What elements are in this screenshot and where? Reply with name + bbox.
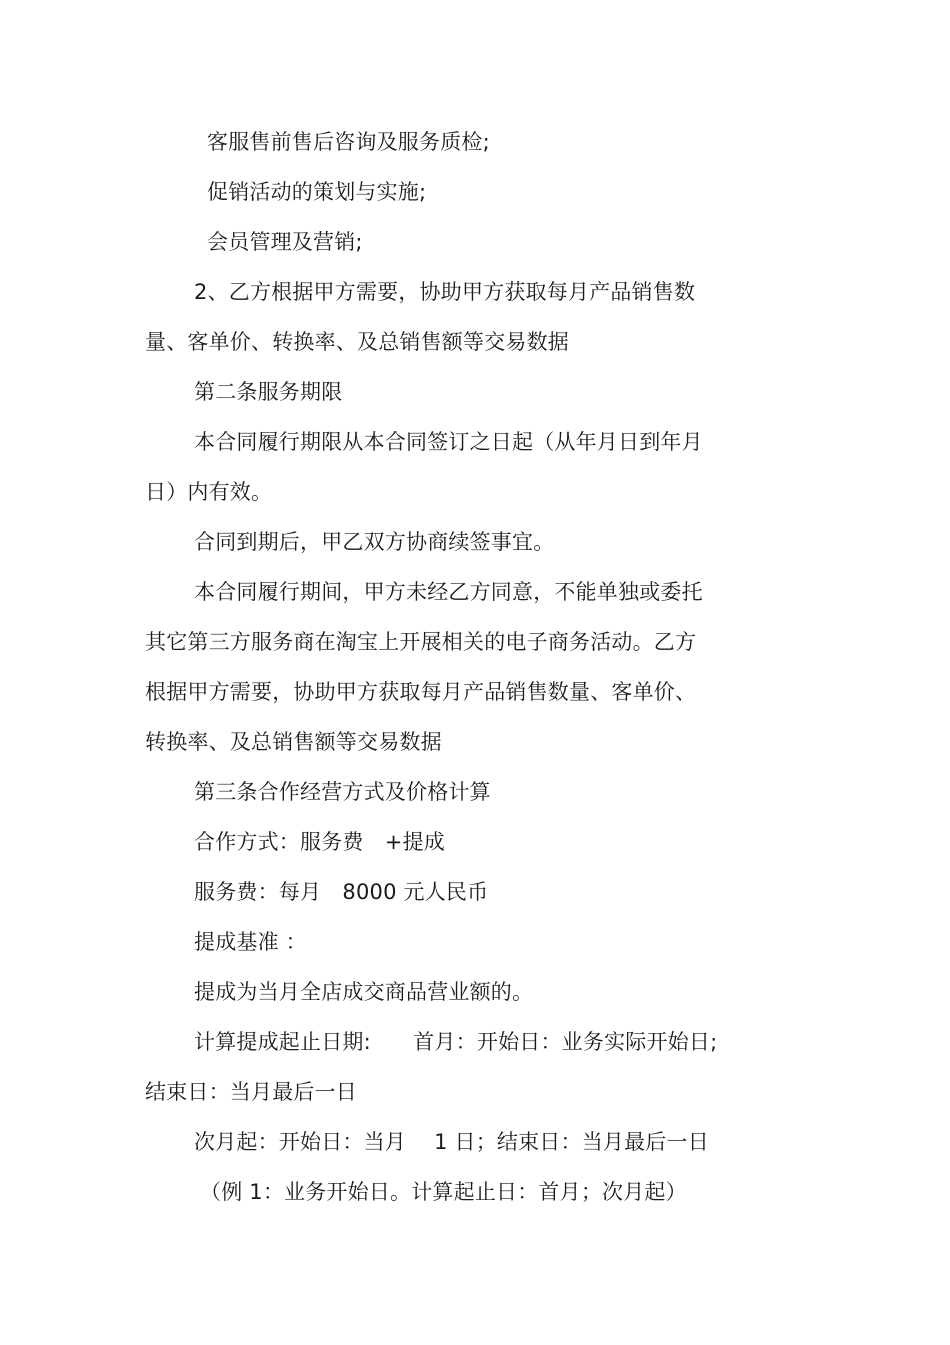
section-heading-cooperation: 第三条合作经营方式及价格计算 — [194, 780, 491, 804]
paragraph-line: 根据甲方需要，协助甲方获取每月产品销售数量、客单价、 — [145, 680, 697, 704]
paragraph-line: 其它第三方服务商在淘宝上开展相关的电子商务活动。乙方 — [145, 630, 697, 654]
paragraph-line: 2、乙方根据甲方需要，协助甲方获取每月产品销售数 — [194, 280, 696, 304]
commission-description: 提成为当月全店成交商品营业额的。 — [194, 980, 534, 1004]
list-item-promotion: 促销活动的策划与实施; — [207, 180, 427, 204]
paragraph-line: 量、客单价、转换率、及总销售额等交易数据 — [145, 330, 569, 354]
commission-period-end: 结束日：当月最后一日 — [145, 1080, 357, 1104]
list-item-customer-service: 客服售前售后咨询及服务质检; — [207, 130, 490, 154]
paragraph-line: 合同到期后，甲乙双方协商续签事宜。 — [194, 530, 555, 554]
service-fee: 服务费：每月 8000 元人民币 — [194, 880, 489, 904]
commission-basis: 提成基准 ： — [194, 930, 307, 954]
paragraph-line: 转换率、及总销售额等交易数据 — [145, 730, 442, 754]
paragraph-line: 本合同履行期间，甲方未经乙方同意，不能单独或委托 — [194, 580, 703, 604]
commission-period-first-month: 计算提成起止日期: 首月：开始日：业务实际开始日; — [194, 1030, 718, 1054]
commission-period-next-month: 次月起：开始日：当月 1 日；结束日：当月最后一日 — [194, 1130, 709, 1154]
paragraph-line: 日）内有效。 — [145, 480, 273, 504]
section-heading-service-term: 第二条服务期限 — [194, 380, 343, 404]
cooperation-method: 合作方式：服务费 +提成 — [194, 830, 445, 854]
paragraph-line: 本合同履行期限从本合同签订之日起（从年月日到年月 — [194, 430, 703, 454]
list-item-membership: 会员管理及营销; — [207, 230, 363, 254]
example-note: （例 1：业务开始日。计算起止日：首月；次月起） — [200, 1180, 687, 1204]
